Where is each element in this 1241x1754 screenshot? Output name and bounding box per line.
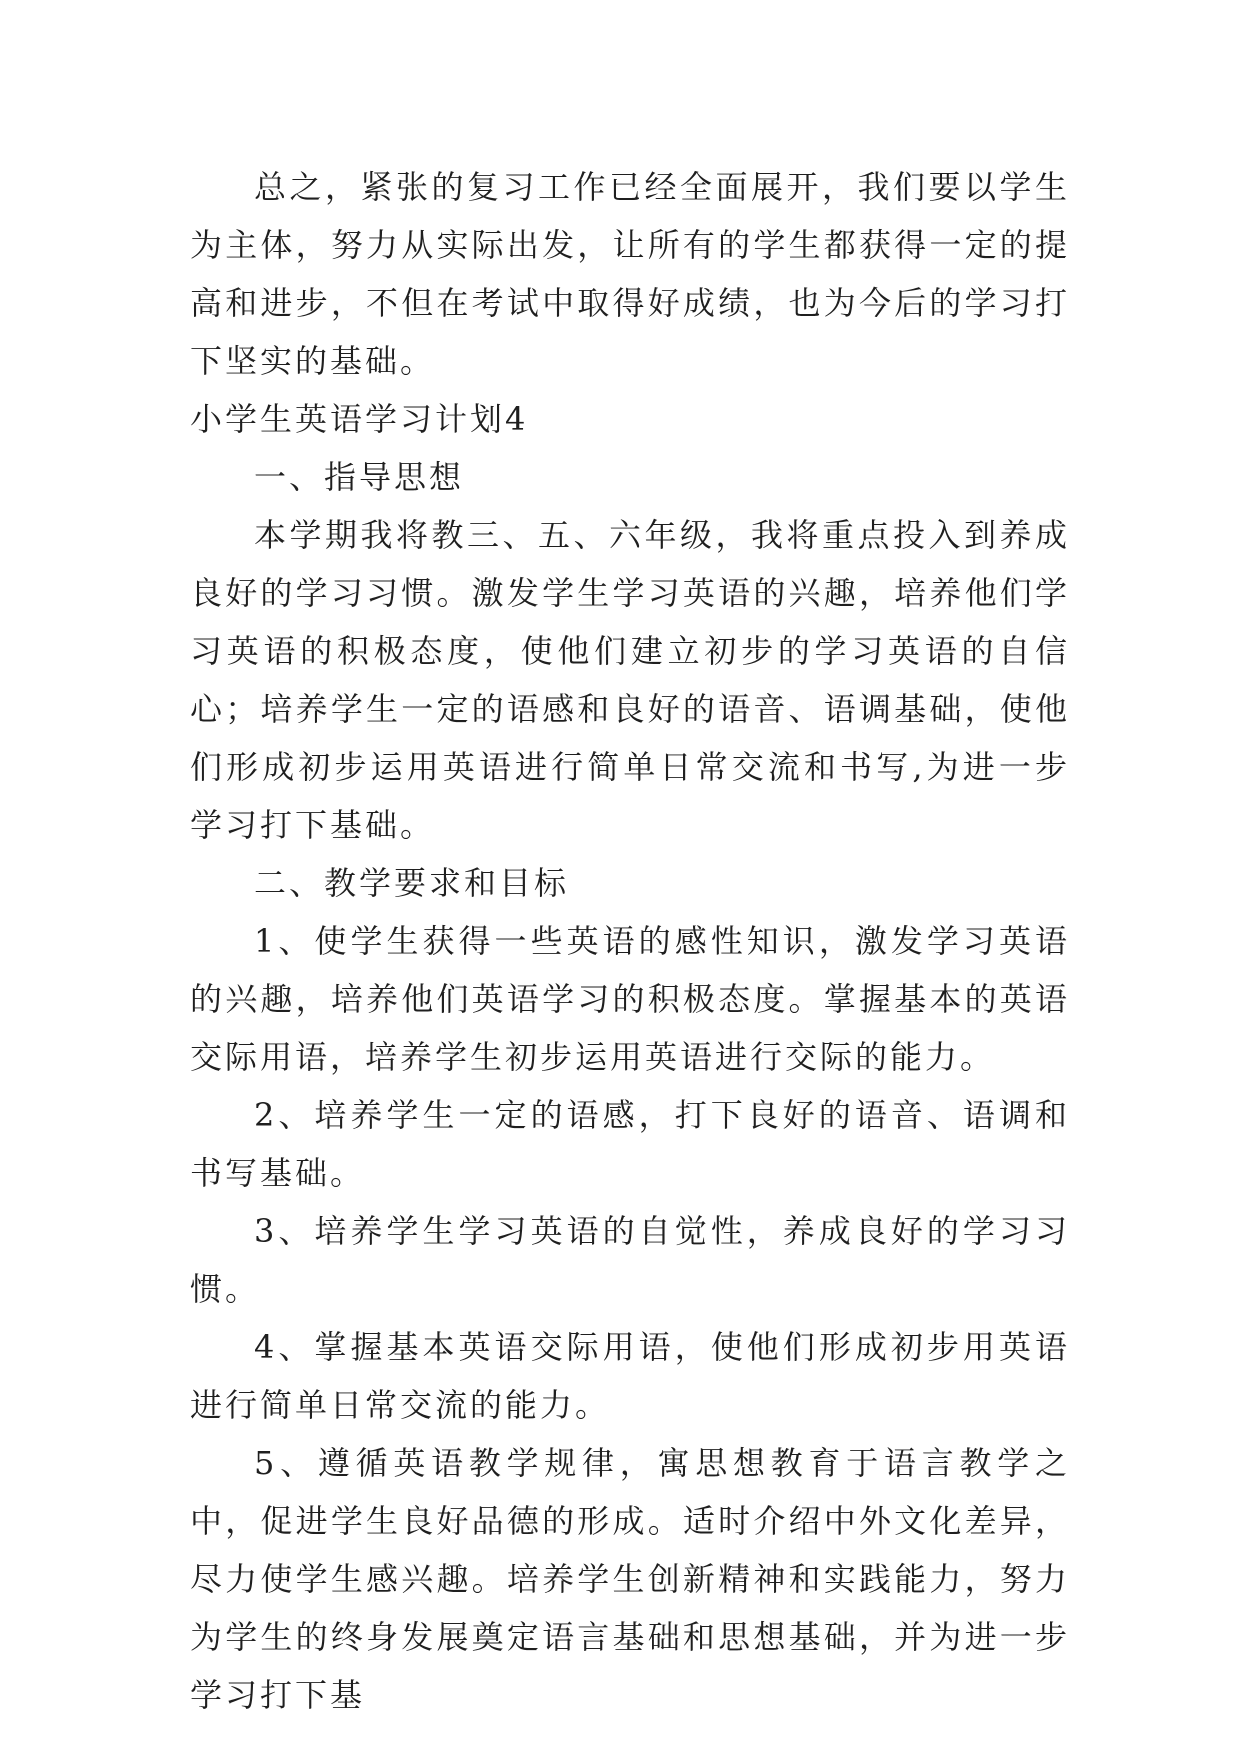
- document-body: [190, 158, 1070, 1724]
- list-item-5: 5、遵循英语教学规律，寓思想教育于语言教学之中，促进学生良好品德的形成。适时介绍中外文化差异，尽力使学生感兴趣。培养学生创新精神和实践能力，努力为学生的终身发展奠定语言基础和思想基础，并为进一步学习打下基: [190, 1444, 1070, 1714]
- heading-guiding-thought: 一、指导思想: [254, 458, 465, 496]
- paragraph-guiding-thought: 本学期我将教三、五、六年级，我将重点投入到养成良好的学习习惯。激发学生学习英语的兴趣，培养他们学习英语的积极态度，使他们建立初步的学习英语的自信心；培养学生一定的语感和良好的语音、语调基础，使他们形成初步运用英语进行简单日常交流和书写,为进一步学习打下基础。: [190, 516, 1070, 844]
- heading-requirements: 二、教学要求和目标: [254, 864, 570, 902]
- list-item-2: 2、培养学生一定的语感，打下良好的语音、语调和书写基础。: [190, 1096, 1070, 1192]
- list-item-4: 4、掌握基本英语交际用语，使他们形成初步用英语进行简单日常交流的能力。: [190, 1328, 1070, 1424]
- list-item-1: 1、使学生获得一些英语的感性知识，激发学习英语的兴趣，培养他们英语学习的积极态度。掌握基本的英语交际用语，培养学生初步运用英语进行交际的能力。: [190, 922, 1070, 1076]
- paragraph-conclusion: 总之，紧张的复习工作已经全面展开，我们要以学生为主体，努力从实际出发，让所有的学生都获得一定的提高和进步，不但在考试中取得好成绩，也为今后的学习打下坚实的基础。: [190, 168, 1070, 380]
- list-item-3: 3、培养学生学习英语的自觉性，养成良好的学习习惯。: [190, 1212, 1070, 1308]
- section-title: 小学生英语学习计划4: [190, 400, 529, 438]
